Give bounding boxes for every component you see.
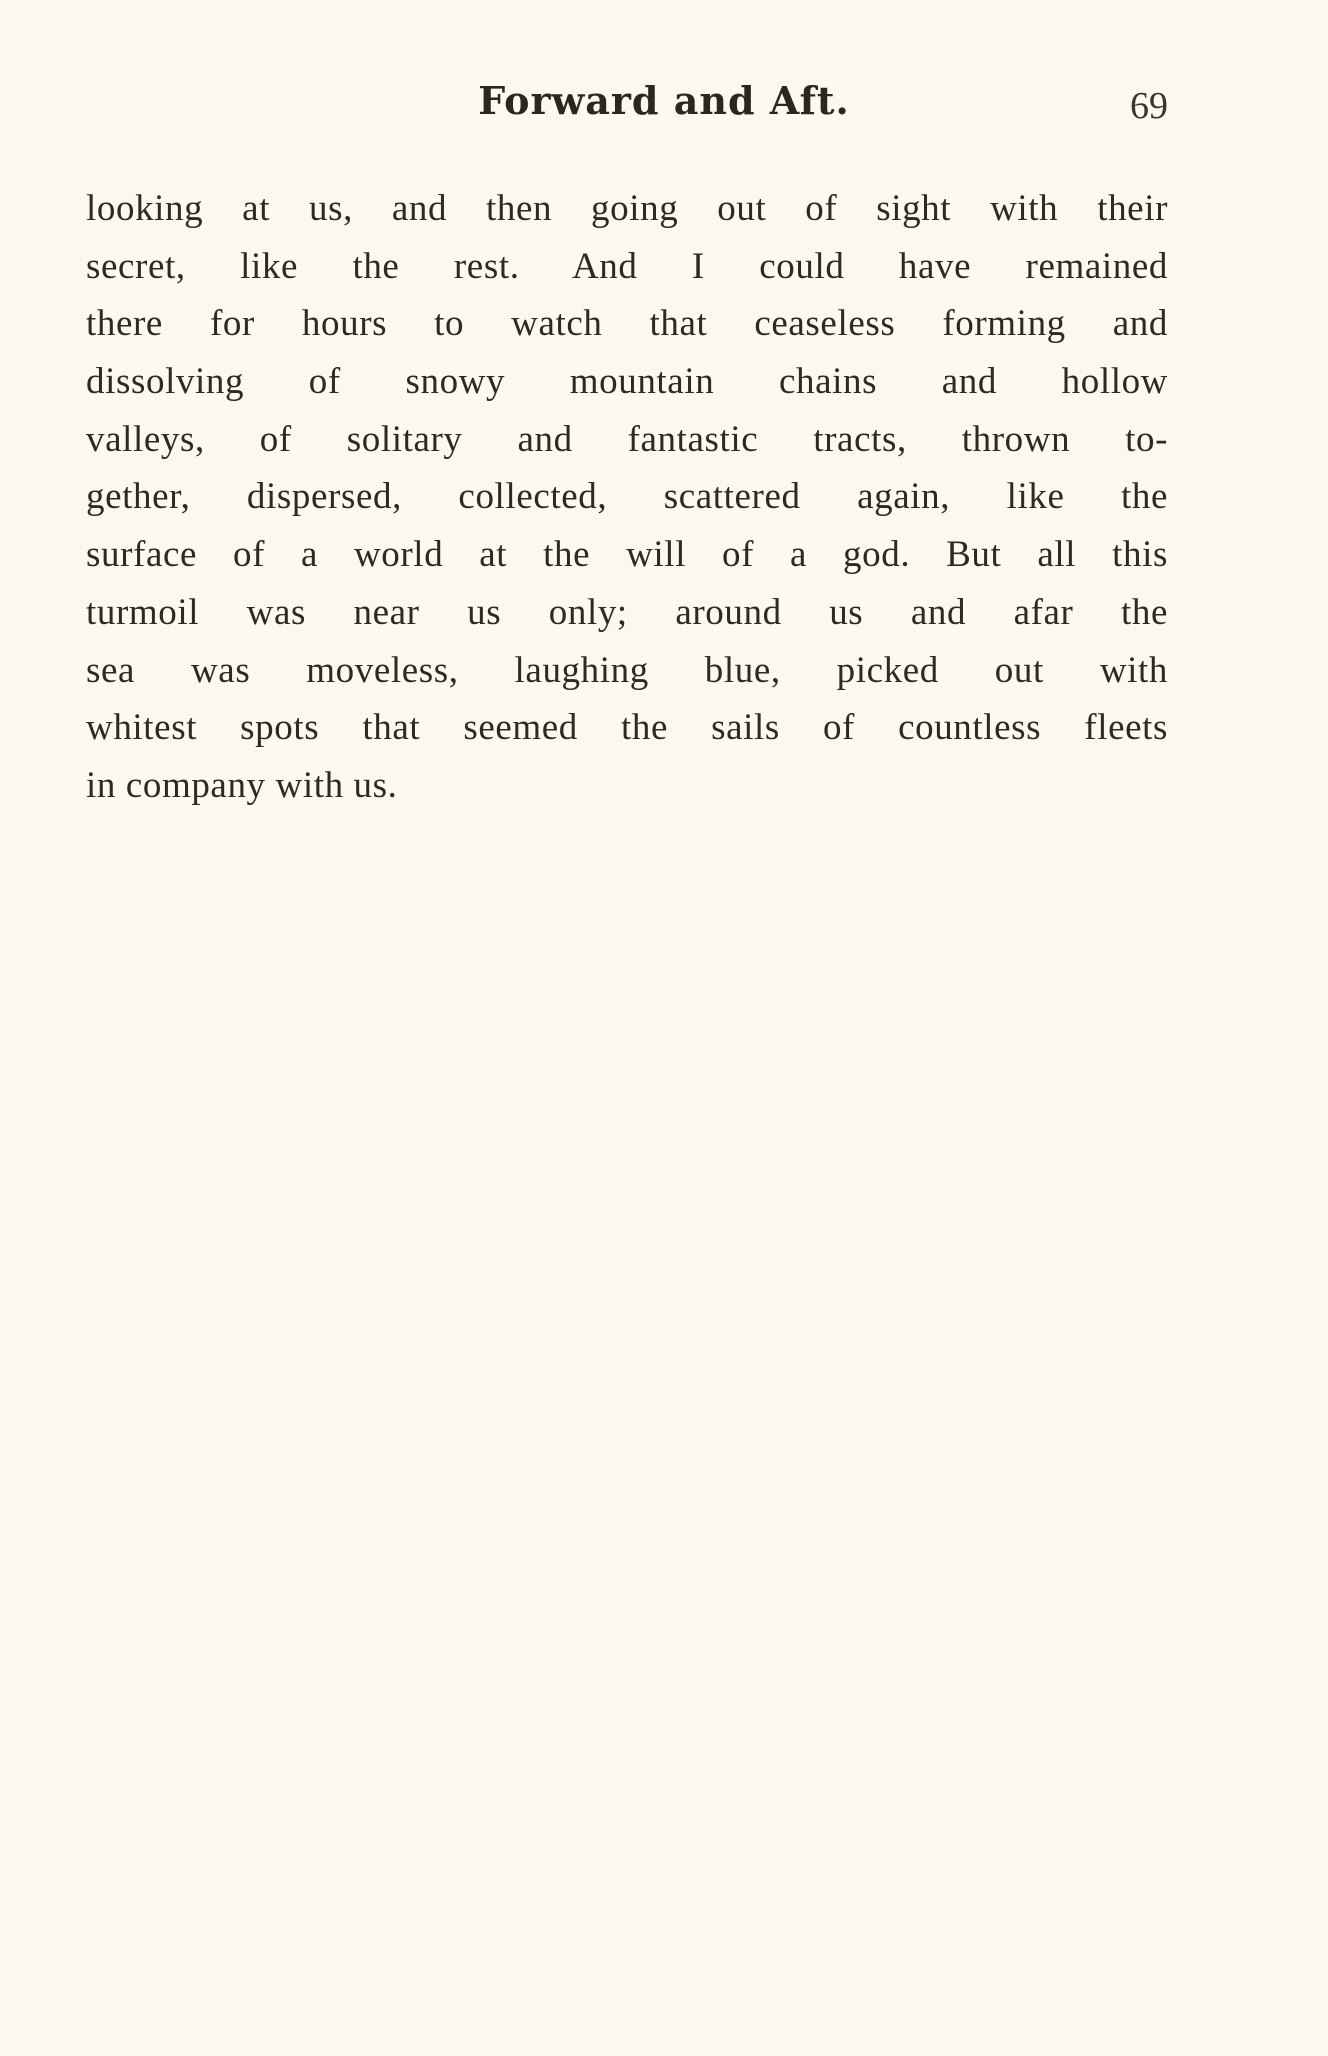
text-line: secret, like the rest. And I could have remained [86,245,1168,287]
running-title: Forward and Aft. [478,78,850,123]
text-line: turmoil was near us only; around us and afar the [86,591,1168,633]
text-line: in company with us. [86,764,398,806]
body-paragraph [86,180,1168,815]
text-line: surface of a world at the will of a god. But all this [86,534,1168,576]
text-line: whitest spots that seemed the sails of countless fleets [86,707,1168,749]
text-line: valleys, of solitary and fantastic tracts, thrown to- [86,418,1168,460]
text-line: looking at us, and then going out of sight with their [86,188,1168,229]
text-line: there for hours to watch that ceaseless forming and [86,303,1168,345]
text-line: sea was moveless, laughing blue, picked out with [86,649,1168,691]
page-number: 69 [1130,85,1168,127]
text-line: gether, dispersed, collected, scattered again, like the [86,476,1168,518]
running-head [0,78,1328,138]
text-line: dissolving of snowy mountain chains and hollow [86,361,1168,403]
